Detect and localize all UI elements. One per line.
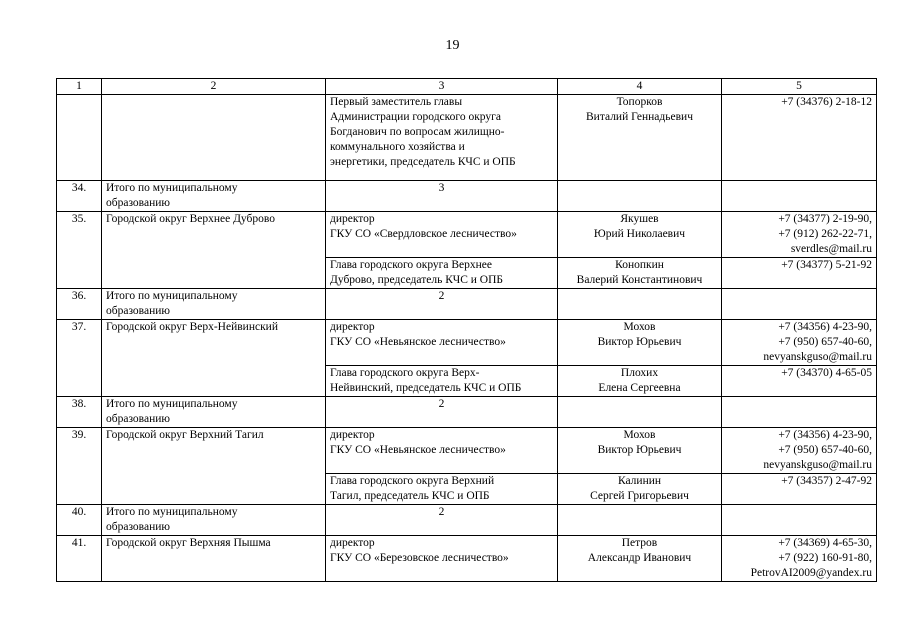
column-header (558, 79, 722, 95)
position-cell (326, 428, 558, 474)
row-number (57, 212, 102, 289)
position-line: Глава городского округа Верх- (330, 367, 480, 379)
position-cell (326, 536, 558, 582)
person-line: Юрий Николаевич (593, 228, 686, 240)
total-label (102, 397, 326, 428)
total-count (326, 289, 558, 320)
position-cell (326, 258, 558, 289)
phones-cell (722, 397, 877, 428)
position-cell (326, 320, 558, 366)
position-line: ГКУ СО «Березовское лесничество» (330, 552, 509, 564)
municipality-name (102, 212, 326, 289)
person-cell (558, 428, 722, 474)
person-cell (558, 320, 722, 366)
total-label-line: Итого по муниципальному (106, 290, 238, 302)
total-label-line: образованию (106, 521, 170, 533)
total-label (102, 181, 326, 212)
row-number-label: 37. (71, 321, 87, 333)
municipality-name-label: Городской округ Верхнее Дуброво (106, 213, 275, 225)
person-line: Мохов (623, 429, 656, 441)
person-line: Елена Сергеевна (598, 382, 681, 394)
phone-line: +7 (922) 160-91-80, (778, 552, 872, 564)
position-line: Нейвинский, председатель КЧС и ОПБ (330, 382, 522, 394)
phones-cell (722, 428, 877, 474)
position-line: коммунального хозяйства и (330, 141, 465, 153)
total-label-line: образованию (106, 305, 170, 317)
municipality-name-label: Городской округ Верхняя Пышма (106, 537, 271, 549)
contacts-table (56, 78, 877, 582)
total-count-value: 2 (438, 398, 445, 410)
position-line: ГКУ СО «Невьянское лесничество» (330, 336, 506, 348)
column-header (722, 79, 877, 95)
person-cell (558, 505, 722, 536)
row-number (57, 320, 102, 397)
column-header-label: 4 (636, 80, 643, 92)
person-cell (558, 536, 722, 582)
column-header (57, 79, 102, 95)
column-header-label: 5 (796, 80, 802, 92)
position-cell (326, 474, 558, 505)
person-line: Конопкин (615, 259, 664, 271)
person-line: Виктор Юрьевич (597, 336, 682, 348)
municipality-name (102, 95, 326, 181)
person-line: Виктор Юрьевич (597, 444, 682, 456)
row-number-label: 40. (71, 506, 87, 518)
person-cell (558, 397, 722, 428)
person-line: Александр Иванович (587, 552, 692, 564)
row-number-label: 35. (71, 213, 87, 225)
position-line: Глава городского округа Верхнее (330, 259, 493, 271)
column-header-label: 3 (438, 80, 445, 92)
row-number-label: 34. (71, 182, 87, 194)
position-line: директор (330, 537, 375, 549)
total-label-line: Итого по муниципальному (106, 398, 238, 410)
phones-cell (722, 95, 877, 181)
position-line: директор (330, 321, 375, 333)
person-line: Плохих (620, 367, 659, 379)
person-cell (558, 366, 722, 397)
total-count (326, 181, 558, 212)
phones-cell (722, 289, 877, 320)
person-cell (558, 474, 722, 505)
phones-cell (722, 181, 877, 212)
row-number (57, 289, 102, 320)
total-row (57, 289, 877, 320)
phones-cell (722, 474, 877, 505)
person-cell (558, 95, 722, 181)
phones-cell (722, 536, 877, 582)
position-cell (326, 212, 558, 258)
phone-line: +7 (34357) 2-47-92 (781, 475, 872, 487)
total-row (57, 181, 877, 212)
table-row (57, 95, 877, 181)
row-number-label: 36. (71, 290, 87, 302)
total-label (102, 289, 326, 320)
municipality-name-label: Городской округ Верх-Нейвинский (106, 321, 278, 333)
total-label-line: Итого по муниципальному (106, 506, 238, 518)
row-number (57, 505, 102, 536)
row-number-label: 38. (71, 398, 87, 410)
phone-line: +7 (34356) 4-23-90, (778, 429, 872, 441)
person-line: Виталий Геннадьевич (586, 111, 693, 123)
position-line: директор (330, 429, 375, 441)
municipality-name (102, 428, 326, 505)
phone-line: +7 (34377) 5-21-92 (781, 259, 872, 271)
position-line: ГКУ СО «Невьянское лесничество» (330, 444, 506, 456)
phone-line: +7 (950) 657-40-60, (778, 444, 872, 456)
phones-cell (722, 505, 877, 536)
phones-cell (722, 212, 877, 258)
person-cell (558, 258, 722, 289)
column-header-label: 1 (76, 80, 82, 92)
total-row (57, 505, 877, 536)
person-line: Петров (621, 537, 658, 549)
row-number-label: 39. (71, 429, 87, 441)
row-number (57, 397, 102, 428)
person-line: Топорков (616, 96, 663, 108)
column-header (102, 79, 326, 95)
position-line: Тагил, председатель КЧС и ОПБ (330, 490, 490, 502)
position-line: Глава городского округа Верхний (330, 475, 495, 487)
position-cell (326, 95, 558, 181)
position-line: Администрации городского округа (330, 111, 501, 123)
phones-cell (722, 320, 877, 366)
phone-line: nevyanskguso@mail.ru (763, 459, 872, 471)
total-label-line: Итого по муниципальному (106, 182, 238, 194)
phone-line: +7 (34376) 2-18-12 (781, 96, 872, 108)
total-label-line: образованию (106, 197, 170, 209)
municipality-name-label: Городской округ Верхний Тагил (106, 429, 264, 441)
row-number (57, 181, 102, 212)
table-row (57, 212, 877, 258)
total-row (57, 397, 877, 428)
row-number (57, 428, 102, 505)
table-row (57, 536, 877, 582)
person-line: Якушев (620, 213, 659, 225)
phone-line: sverdles@mail.ru (790, 243, 872, 255)
table-row (57, 320, 877, 366)
person-line: Валерий Константинович (576, 274, 703, 286)
phone-line: +7 (34356) 4-23-90, (778, 321, 872, 333)
position-cell (326, 366, 558, 397)
position-line: Дуброво, председатель КЧС и ОПБ (330, 274, 503, 286)
header-row (57, 79, 877, 95)
column-header (326, 79, 558, 95)
table-row (57, 428, 877, 474)
phone-line: nevyanskguso@mail.ru (763, 351, 872, 363)
total-count-value: 3 (438, 182, 445, 194)
phone-line: PetrovAI2009@yandex.ru (750, 567, 872, 579)
position-line: энергетики, председатель КЧС и ОПБ (330, 156, 516, 168)
total-count-value: 2 (438, 506, 445, 518)
municipality-name (102, 320, 326, 397)
position-line: директор (330, 213, 375, 225)
municipality-name (102, 536, 326, 582)
total-count (326, 505, 558, 536)
total-count-value: 2 (438, 290, 445, 302)
person-cell (558, 212, 722, 258)
position-line: ГКУ СО «Свердловское лесничество» (330, 228, 517, 240)
phone-line: +7 (34377) 2-19-90, (778, 213, 872, 225)
position-line: Первый заместитель главы (330, 96, 463, 108)
person-cell (558, 289, 722, 320)
page-number: 19 (445, 38, 460, 53)
phones-cell (722, 366, 877, 397)
person-line: Мохов (623, 321, 656, 333)
phone-line: +7 (950) 657-40-60, (778, 336, 872, 348)
phone-line: +7 (912) 262-22-71, (778, 228, 872, 240)
total-label (102, 505, 326, 536)
person-line: Калинин (617, 475, 662, 487)
phones-cell (722, 258, 877, 289)
phone-line: +7 (34370) 4-65-05 (781, 367, 872, 379)
row-number (57, 536, 102, 582)
total-label-line: образованию (106, 413, 170, 425)
row-number (57, 95, 102, 181)
total-count (326, 397, 558, 428)
person-line: Сергей Григорьевич (590, 490, 689, 502)
phone-line: +7 (34369) 4-65-30, (778, 537, 872, 549)
position-line: Богданович по вопросам жилищно- (330, 126, 505, 138)
person-cell (558, 181, 722, 212)
row-number-label: 41. (71, 537, 87, 549)
column-header-label: 2 (210, 80, 217, 92)
